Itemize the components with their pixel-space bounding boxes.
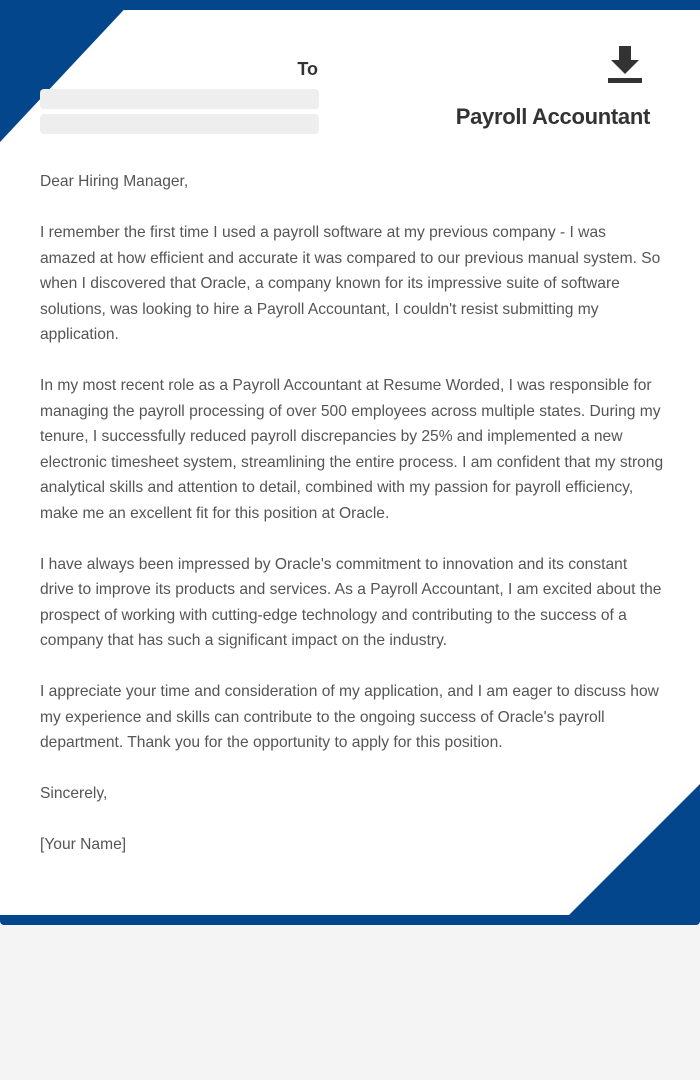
paragraph-3: I have always been impressed by Oracle's commitment to innovation and its constant drive to improve its products and services. As a Payroll Accountant, I am excited about the prospect of working with cutting-edge technology and contributing to the success of a company that has such a significant impact on the industry. <box>40 555 662 649</box>
paragraph-4: I appreciate your time and consideration of my application, and I am eager to discuss how my experience and skills can contribute to the ongoing success of Oracle's payroll department. Thank you for the opportunity to apply for this position. <box>40 683 659 751</box>
greeting: Dear Hiring Manager, <box>40 173 189 190</box>
bottom-accent-bar <box>0 915 700 925</box>
signature: [Your Name] <box>40 836 127 853</box>
job-title: Payroll Accountant <box>455 104 650 129</box>
recipient-placeholder-line-2 <box>40 114 319 134</box>
recipient-label: To <box>297 59 318 79</box>
bottom-right-corner-decoration <box>568 784 700 916</box>
recipient-placeholder-line-1 <box>40 89 319 109</box>
letter-body <box>40 169 665 883</box>
download-button[interactable] <box>605 44 645 86</box>
paragraph-1: I remember the first time I used a payroll software at my previous company - I was amazed at how efficient and accurate it was compared to our previous manual system. So when I discovered that Oracle, a company known for its impressive suite of software solutions, was looking to hire a Payroll Accountant, I couldn't resist submitting my application. <box>40 224 661 343</box>
paragraph-2: In my most recent role as a Payroll Accountant at Resume Worded, I was responsible for managing the payroll processing of over 500 employees across multiple states. During my tenure, I successfully reduced payroll discrepancies by 25% and implemented a new electronic timesheet system, streamlining the entire process. I am confident that my strong analytical skills and attention to detail, combined with my passion for payroll efficiency, make me an excellent fit for this position at Oracle. <box>40 377 664 522</box>
download-icon <box>605 44 645 86</box>
closing: Sincerely, <box>40 785 108 802</box>
